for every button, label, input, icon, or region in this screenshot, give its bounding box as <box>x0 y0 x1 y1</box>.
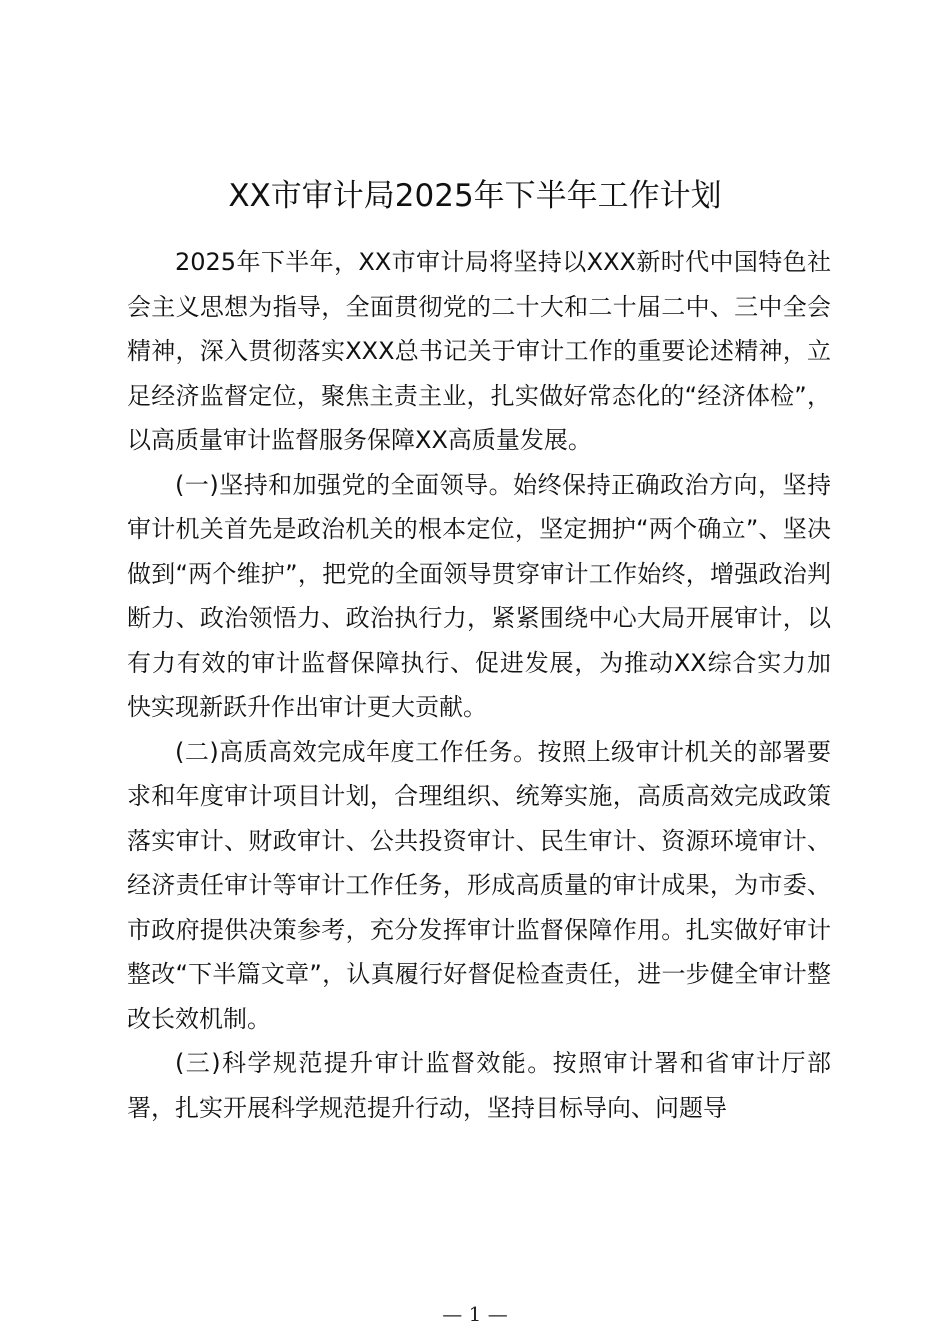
page-number: — 1 — <box>442 1302 508 1326</box>
document-title: XX市审计局2025年下半年工作计划 <box>228 178 722 214</box>
paragraph-section-2: (二)高质高效完成年度工作任务。按照上级审计机关的部署要求和年度审计项目计划，合理组织、统筹实施，高质高效完成政策落实审计、财政审计、公共投资审计、民生审计、资源环境审计、经济责任审计等审计工作任务，形成高质量的审计成果，为市委、市政府提供决策参考，充分发挥审计监督保障作用。扎实做好审计整改“下半篇文章”，认真履行好督促检查责任，进一步健全审计整改长效机制。 <box>127 737 831 1033</box>
paragraph-section-1: (一)坚持和加强党的全面领导。始终保持正确政治方向，坚持审计机关首先是政治机关的根本定位，坚定拥护“两个确立”、坚决做到“两个维护”，把党的全面领导贯穿审计工作始终，增强政治判断力、政治领悟力、政治执行力，紧紧围绕中心大局开展审计，以有力有效的审计监督保障执行、促进发展，为推动XX综合实力加快实现新跃升作出审计更大贡献。 <box>127 470 831 721</box>
paragraph-intro: 2025年下半年，XX市审计局将坚持以XXX新时代中国特色社会主义思想为指导，全面贯彻党的二十大和二十届二中、三中全会精神，深入贯彻落实XXX总书记关于审计工作的重要论述精神，立足经济监督定位，聚焦主责主业，扎实做好常态化的“经济体检”，以高质量审计监督服务保障XX高质量发展。 <box>127 248 831 454</box>
paragraph-section-3: (三)科学规范提升审计监督效能。按照审计署和省审计厅部署，扎实开展科学规范提升行动，坚持目标导向、问题导 <box>127 1049 831 1122</box>
document-body <box>127 240 831 1130</box>
